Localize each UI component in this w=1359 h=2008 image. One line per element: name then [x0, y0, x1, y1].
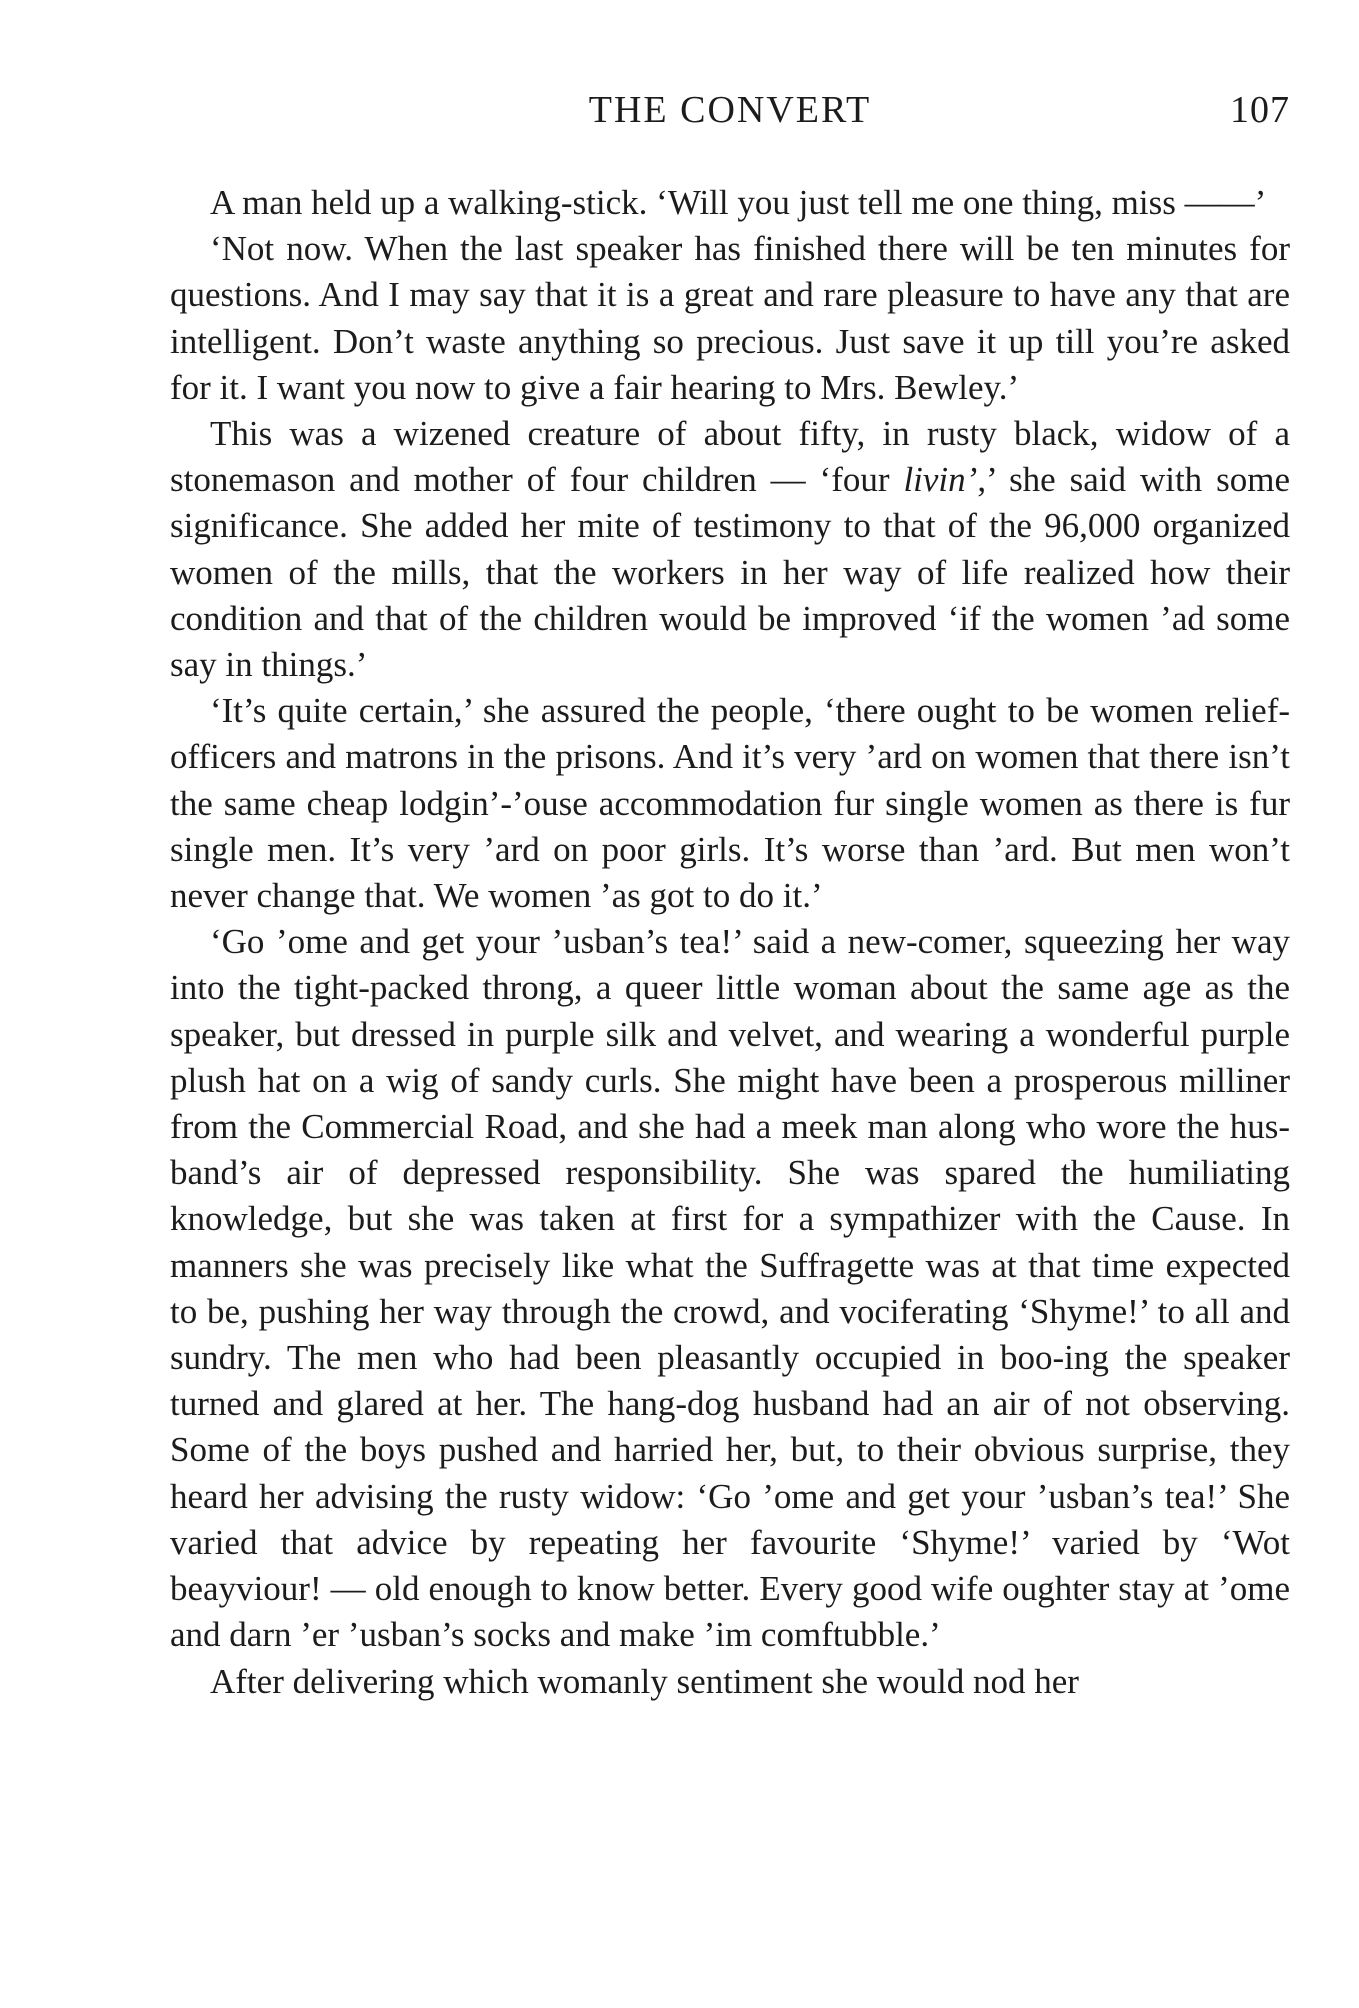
italic-word: livin’: [903, 460, 978, 500]
paragraph-text: ,’ she said with some significance. She added her mite of testimony to that of the 96,000 organized women of the mills, that the workers in her way of life realized how their condition and that of the children would be improved ‘if the women ’ad some say in things.’: [170, 460, 1290, 685]
paragraph: ‘Not now. When the last speaker has finished there will be ten minutes for questions. And I may say that it is a great and rare pleasure to have any that are intelligent. Don’t waste anything so precious. Just save it up till you’re asked for it. I want you now to give a fair hearing to Mrs. Bewley.’: [170, 229, 1290, 407]
paragraph: A man held up a walking-stick. ‘Will you just tell me one thing, miss ——’: [210, 183, 1267, 222]
paragraph-text: This was a wizened creature of about fifty, in rusty black, widow of a stonemason and mother of four children — ‘four: [170, 414, 1290, 500]
paragraph: After delivering which womanly sentiment she would nod her: [210, 1661, 1079, 1701]
paragraph: ‘Go ’ome and get your ’usban’s tea!’ said a new-comer, squeezing her way into the tight-packed throng, a queer little woman about the same age as the speaker, but dressed in purple silk and velvet, and wearing a wonderful purple plush hat on a wig of sandy curls. She might have been a prosperous milliner from the Commercial Road, and she had a meek man along who wore the husband’s air of depressed responsibility. She was spared the humiliating knowledge, but she was taken at first for a sympathizer with the Cause. In manners she was precisely like what the Suffragette was at that time expected to be, pushing her way through the crowd, and vociferating ‘Shyme!’ to all and sundry. The men who had been pleasantly occupied in boo-ing the speaker turned and glared at her. The hang-dog husband had an air of not observing. Some of the boys pushed and harried her, but, to their obvious surprise, they heard her advising the rusty widow: ‘Go ’ome and get your ’usban’s tea!’ She varied that advice by repeating her favourite ‘Shyme!’ varied by ‘Wot beayviour! — old enough to know better. Every good wife oughter stay at ’ome and darn ’er ’usban’s socks and make ’im comftubble.’: [170, 922, 1290, 1655]
running-head: [170, 88, 1290, 138]
paragraph: [170, 411, 1290, 688]
page-title: THE CONVERT: [588, 89, 872, 131]
body-text: [170, 180, 1290, 1705]
paragraph: ‘It’s quite certain,’ she assured the people, ‘there ought to be women relief-officers and matrons in the prisons. And it’s very ’ard on women that there isn’t the same cheap lodgin’-’ouse accommodation fur single women as there is fur single men. It’s very ’ard on poor girls. It’s worse than ’ard. But men won’t never change that. We women ’as got to do it.’: [170, 691, 1290, 916]
page-number: 107: [1230, 89, 1290, 131]
